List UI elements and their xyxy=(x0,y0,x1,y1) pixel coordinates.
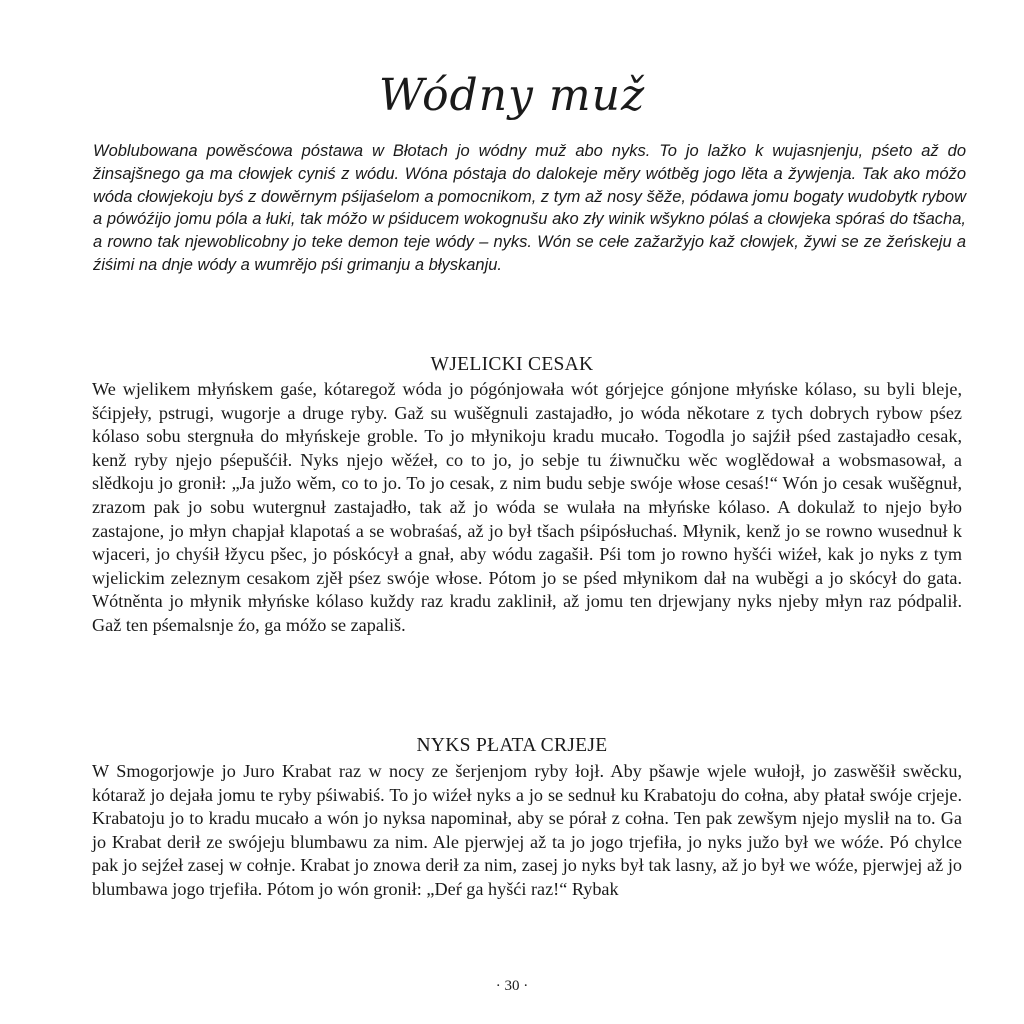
section-heading-wjelicki-cesak: WJELICKI CESAK xyxy=(430,354,594,375)
section-heading-nyks-plata-crjeje: NYKS PŁATA CRJEJE xyxy=(416,735,608,756)
section-text-nyks-plata-crjeje: W Smogorjowje jo Juro Krabat raz w nocy ze šerjenjom ryby łojł. Aby pšawje wjele wułojł, jo zaswěšił swěcku, kótaraž jo dejała jomu te ryby pśiwabiś. To jo wiźeł nyks a jo se sednuł ku Krabatoju do cołna, aby płatał swóje crjeje. Krabatoju jo to kradu mucało a wón jo nyksa napominał, aby se pórał z cołna. Ten pak zewšym njejo myslił na to. Ga jo Krabat derił ze swójeju blumbawu za nim. Ale pjerwjej až ta jo jogo trjefiła, jo nyks južo był we wóźe. Pó chylce pak jo sejźeł zasej w cołnje. Krabat jo znowa derił za nim, zasej jo nyks był tak lasny, až jo był we wóźe, pjerwjej až jo blumbawa jogo trjefiła. Pótom jo wón gronił: „Deŕ ga hyšći raz!“ Rybak xyxy=(92,761,962,899)
intro-paragraph: Woblubowana powěsćowa póstawa w Błotach jo wódny muž abo nyks. To jo lažko k wujasnjenju, pśeto až do žinsajšnego ga ma cłowjek cyniś z wódu. Wóna póstaja do dalokeje měry wótběg jogo lěta a žywjenja. Tak ako móžo wóda cłowjekoju byś z dowěrnym pśijaśelom a pomocnikom, z tym až nosy šěže, pódawa jomu bogaty wudobytk rybow a pówóźijo jomu póla a łuki, tak móžo w pśiducem wokognušu ako zły winik wšykno pólaś a cłowjeka spóraś do tšacha, a rowno tak njewoblicobny jo teke demon teje wódy – nyks. Wón se cełe zažaržyjo kaž cłowjek, žywi se ze žeńskeju a źiśimi na dnje wódy a wumrějo pśi grimanju a błyskanju. xyxy=(93,142,966,274)
section-text-wjelicki-cesak: We wjelikem młyńskem gaśe, kótaregož wóda jo pógónjowała wót górjejce gónjone młyńske kólaso, su byli bleje, šćipjeły, pstrugi, wugorje a druge ryby. Gaž su wušěgnuli zastajadło, jo wóda někotare z tych dobrych rybow pśez kólaso sobu stergnuła do młyńskeje groble. To jo młynikoju kradu mucało. Togodla jo sajźił pśed zastajadło cesak, kenž ryby njejo pśepušćił. Nyks njejo wěźeł, co to jo, jo sebje tu źiwnučku wěc woglědował a wobsmasował, a slědkoju jo gronił: „Ja južo wěm, co to jo. To jo cesak, z nim budu sebje swóje włose cesaś!“ Wón jo cesak wušěgnuł, zrazom pak jo sobu wutergnuł zastajadło, tak až jo wóda se wulała na młyńske kólaso. A dokulaž to njejo było zastajone, jo młyn chapjał klapotaś a se wobraśaś, až jo był tšach pśipósłuchaś. Młynik, kenž jo se rowno wusednuł k wjaceri, jo chyśił łžycu pšec, jo póskócył a gnał, aby wódu zagašił. Pśi tom jo rowno hyšći wiźeł, kak jo nyks z tym wjelickim zeleznym cesakom zjěł pśez swóje włose. Pótom jo se pśed młynikom dał na wuběgi a jo skócył do gata. Wótněnta jo młynik młyńske kólaso kuždy raz kradu zaklinił, až jomu ten drjewjany nyks njeby młyn raz pódpalił. Gaž ten pśemalsnje źo, ga móžo se zapališ. xyxy=(92,379,962,635)
page-title: Wódny muž xyxy=(378,70,646,121)
page-number: · 30 · xyxy=(495,978,529,994)
